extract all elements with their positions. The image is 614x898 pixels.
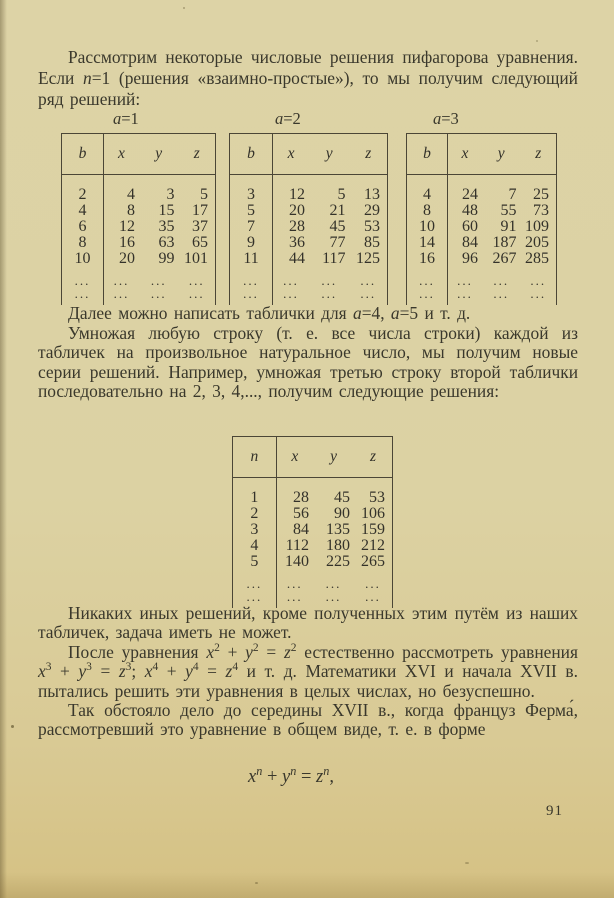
paragraph-more-tables: Далее можно написать таблички для a=4, a=5 и т. д. (68, 303, 471, 323)
table-cell: 56 (292, 505, 309, 522)
ellipsis-cell: ... (530, 286, 547, 301)
column-header: x (447, 134, 482, 175)
table-row (62, 235, 216, 251)
table-row (230, 251, 388, 267)
table-cell: 2 (62, 175, 104, 204)
column-header: x (104, 134, 139, 175)
table-cell: 60 (461, 218, 478, 235)
table-cell: 55 (500, 202, 517, 219)
table-cell: 3 (166, 186, 175, 203)
table-row (62, 251, 216, 267)
column-header: y (313, 437, 354, 478)
table-cell: 12 (288, 186, 305, 203)
table-cell: 20 (288, 202, 305, 219)
table-cell: 7 (508, 186, 517, 203)
table-row (233, 506, 393, 522)
table-cell: 77 (329, 234, 346, 251)
ellipsis-cell: ... (360, 273, 377, 288)
paragraph-no-other-solutions: Никаких иных решений, кроме полученных этим путём из наших табличек, задача иметь не может. (38, 603, 578, 643)
ellipsis-cell: ... (407, 267, 448, 287)
scan-speck (183, 7, 185, 9)
scan-speck (465, 862, 469, 864)
ellipsis-cell: ... (188, 286, 205, 301)
column-header: z (520, 134, 556, 175)
table-row (62, 219, 216, 235)
ellipsis-cell: ... (407, 287, 448, 305)
table-cell: 106 (361, 505, 385, 522)
ellipsis-cell: ... (230, 287, 273, 305)
ellipsis-row (62, 267, 216, 287)
middle-text-block (38, 304, 578, 402)
table-cell: 85 (364, 234, 380, 251)
table-cell: 101 (184, 250, 208, 267)
ellipsis-cell: ... (150, 273, 167, 288)
table-cell: 8 (407, 203, 448, 219)
table-cell: 5 (200, 186, 208, 203)
paragraph-higher-powers: После уравнения $x^2 + y^2 = z^2$ естественно рассмотреть уравнения $x^3 + y^3 = z^3$; $x^4 + y^4 = z^4$ и т. д. Математики XVI и начала XVII в. пытались решить эти уравнения в целых числах, но безуспешно. (38, 641, 578, 701)
table-cell: 8 (62, 235, 104, 251)
table-cell: 37 (192, 218, 208, 235)
table-cell: 8 (126, 202, 135, 219)
table-row (233, 538, 393, 554)
table-cell: 3 (233, 522, 277, 538)
column-header: y (482, 134, 520, 175)
table-a1 (61, 133, 216, 305)
table-cell: 117 (322, 250, 346, 267)
table-cell: 267 (492, 250, 517, 267)
table-row (62, 203, 216, 219)
scan-speck (255, 882, 258, 884)
table-cell: 5 (233, 554, 277, 570)
column-header: b (407, 134, 448, 175)
table-cell: 14 (407, 235, 448, 251)
table-cell: 44 (288, 250, 305, 267)
table-cell: 5 (337, 186, 346, 203)
table-cell: 16 (118, 234, 135, 251)
paragraph-multiplying: Умножая любую строку (т. е. все числа строки) каждой из табличек на произвольное натуральное число, мы получим новые серии решений. Например, умножая третью строку второй таблички последовательно на 2, 3, 4,..., получим следующие решения: (38, 322, 578, 402)
data-table (229, 133, 388, 305)
table-row (407, 203, 557, 219)
table-cell: 180 (326, 537, 351, 554)
table-a3 (406, 133, 557, 305)
pythagorean-table-a3 (406, 109, 557, 305)
table-row (407, 175, 557, 204)
table-cell: 45 (329, 218, 346, 235)
column-header: y (309, 134, 350, 175)
ellipsis-cell: ... (150, 286, 167, 301)
table-multiples (232, 436, 393, 608)
table-cell: 9 (230, 235, 273, 251)
table-cell: 28 (288, 218, 305, 235)
table-row (230, 175, 388, 204)
ellipsis-row (407, 267, 557, 287)
table-cell: 48 (461, 202, 478, 219)
table-row (62, 175, 216, 204)
fermat-equation: $x^n + y^n = z^n$, (248, 763, 334, 787)
table-cell: 187 (492, 234, 517, 251)
table-cell: 1 (233, 478, 277, 507)
table-cell: 24 (461, 186, 478, 203)
table-cell: 212 (361, 537, 385, 554)
scan-speck (11, 725, 14, 728)
ellipsis-cell: ... (286, 589, 303, 604)
ellipsis-cell: ... (62, 267, 104, 287)
ellipsis-cell: ... (113, 273, 130, 288)
table-cell: 4 (407, 175, 448, 204)
table-caption-a2: a=2 (275, 109, 301, 128)
column-header: b (62, 134, 104, 175)
table-row (233, 554, 393, 570)
table-cell: 73 (533, 202, 549, 219)
paragraph-intro: Рассмотрим некоторые числовые решения пифагорова уравнения. Если n=1 (решения «взаимно-простые»), то мы получим следующий ряд решений: (38, 47, 578, 109)
table-cell: 84 (292, 521, 309, 538)
data-table (61, 133, 216, 305)
ellipsis-cell: ... (325, 576, 342, 591)
table-cell: 53 (369, 489, 385, 506)
pythagorean-table-a2 (229, 109, 388, 305)
ellipsis-cell: ... (325, 589, 342, 604)
paragraph-fermat: Так обстояло дело до середины XVII в., когда француз Ферма́, рассмотревший это уравнение в общем виде, т. е. в форме (38, 700, 578, 740)
table-cell: 99 (158, 250, 175, 267)
table-cell: 4 (233, 538, 277, 554)
table-cell: 2 (233, 506, 277, 522)
table-cell: 91 (500, 218, 517, 235)
table-cell: 20 (118, 250, 135, 267)
table-row (407, 251, 557, 267)
table-cell: 16 (407, 251, 448, 267)
ellipsis-cell: ... (530, 273, 547, 288)
table-cell: 15 (158, 202, 175, 219)
table-cell: 5 (230, 203, 273, 219)
scan-speck (536, 40, 538, 42)
table-cell: 63 (158, 234, 175, 251)
table-row (230, 235, 388, 251)
ellipsis-cell: ... (286, 576, 303, 591)
ellipsis-row (233, 570, 393, 590)
ellipsis-cell: ... (493, 286, 510, 301)
table-row (230, 203, 388, 219)
ellipsis-cell: ... (493, 273, 510, 288)
table-cell: 28 (292, 489, 309, 506)
table-cell: 135 (326, 521, 351, 538)
column-header: n (233, 437, 277, 478)
ellipsis-cell: ... (230, 267, 273, 287)
table-caption-a3: a=3 (433, 109, 459, 128)
table-row (230, 219, 388, 235)
ellipsis-cell: ... (321, 273, 338, 288)
table-cell: 7 (230, 219, 273, 235)
table-cell: 96 (461, 250, 478, 267)
table-cell: 84 (461, 234, 478, 251)
ellipsis-cell: ... (233, 570, 277, 590)
table-cell: 25 (533, 186, 549, 203)
ellipsis-cell: ... (233, 590, 277, 608)
column-header: z (350, 134, 388, 175)
table-cell: 90 (334, 505, 351, 522)
ellipsis-cell: ... (283, 273, 299, 288)
table-cell: 12 (118, 218, 135, 235)
table-cell: 112 (285, 537, 309, 554)
ellipsis-cell: ... (365, 589, 381, 604)
table-cell: 285 (525, 250, 549, 267)
table-cell: 4 (62, 203, 104, 219)
ellipsis-row (230, 267, 388, 287)
table-cell: 10 (62, 251, 104, 267)
table-cell: 36 (288, 234, 305, 251)
ellipsis-cell: ... (457, 273, 473, 288)
table-cell: 225 (326, 553, 351, 570)
table-cell: 65 (192, 234, 208, 251)
ellipsis-cell: ... (457, 286, 473, 301)
data-table (232, 436, 393, 608)
ellipsis-cell: ... (365, 576, 381, 591)
table-cell: 35 (158, 218, 175, 235)
page-number: 91 (546, 803, 563, 819)
column-header: y (139, 134, 179, 175)
table-cell: 140 (284, 553, 309, 570)
table-a2 (229, 133, 388, 305)
table-row (407, 219, 557, 235)
table-cell: 6 (62, 219, 104, 235)
table-cell: 53 (364, 218, 380, 235)
ellipsis-cell: ... (283, 286, 299, 301)
table-cell: 13 (364, 186, 380, 203)
bottom-text-block (38, 604, 578, 740)
ellipsis-cell: ... (62, 287, 104, 305)
pythagorean-table-a1 (61, 109, 216, 305)
table-cell: 265 (361, 553, 385, 570)
table-caption-a1: a=1 (113, 109, 139, 128)
ellipsis-cell: ... (321, 286, 338, 301)
table-cell: 3 (230, 175, 273, 204)
table-cell: 4 (126, 186, 135, 203)
ellipsis-cell: ... (360, 286, 377, 301)
table-cell: 109 (525, 218, 549, 235)
data-table (406, 133, 557, 305)
table-cell: 10 (407, 219, 448, 235)
column-header: x (276, 437, 313, 478)
column-header: z (354, 437, 392, 478)
table-cell: 21 (329, 202, 346, 219)
table-cell: 159 (361, 521, 385, 538)
table-cell: 11 (230, 251, 273, 267)
table-cell: 29 (364, 202, 380, 219)
column-header: b (230, 134, 273, 175)
ellipsis-cell: ... (113, 286, 130, 301)
column-header: z (178, 134, 215, 175)
table-cell: 45 (334, 489, 351, 506)
multiples-table (232, 436, 393, 608)
ellipsis-cell: ... (188, 273, 205, 288)
table-row (407, 235, 557, 251)
table-row (233, 522, 393, 538)
table-cell: 125 (356, 250, 380, 267)
intro-text-block (38, 47, 578, 109)
table-cell: 205 (525, 234, 549, 251)
table-cell: 17 (192, 202, 208, 219)
column-header: x (273, 134, 309, 175)
table-row (233, 478, 393, 507)
